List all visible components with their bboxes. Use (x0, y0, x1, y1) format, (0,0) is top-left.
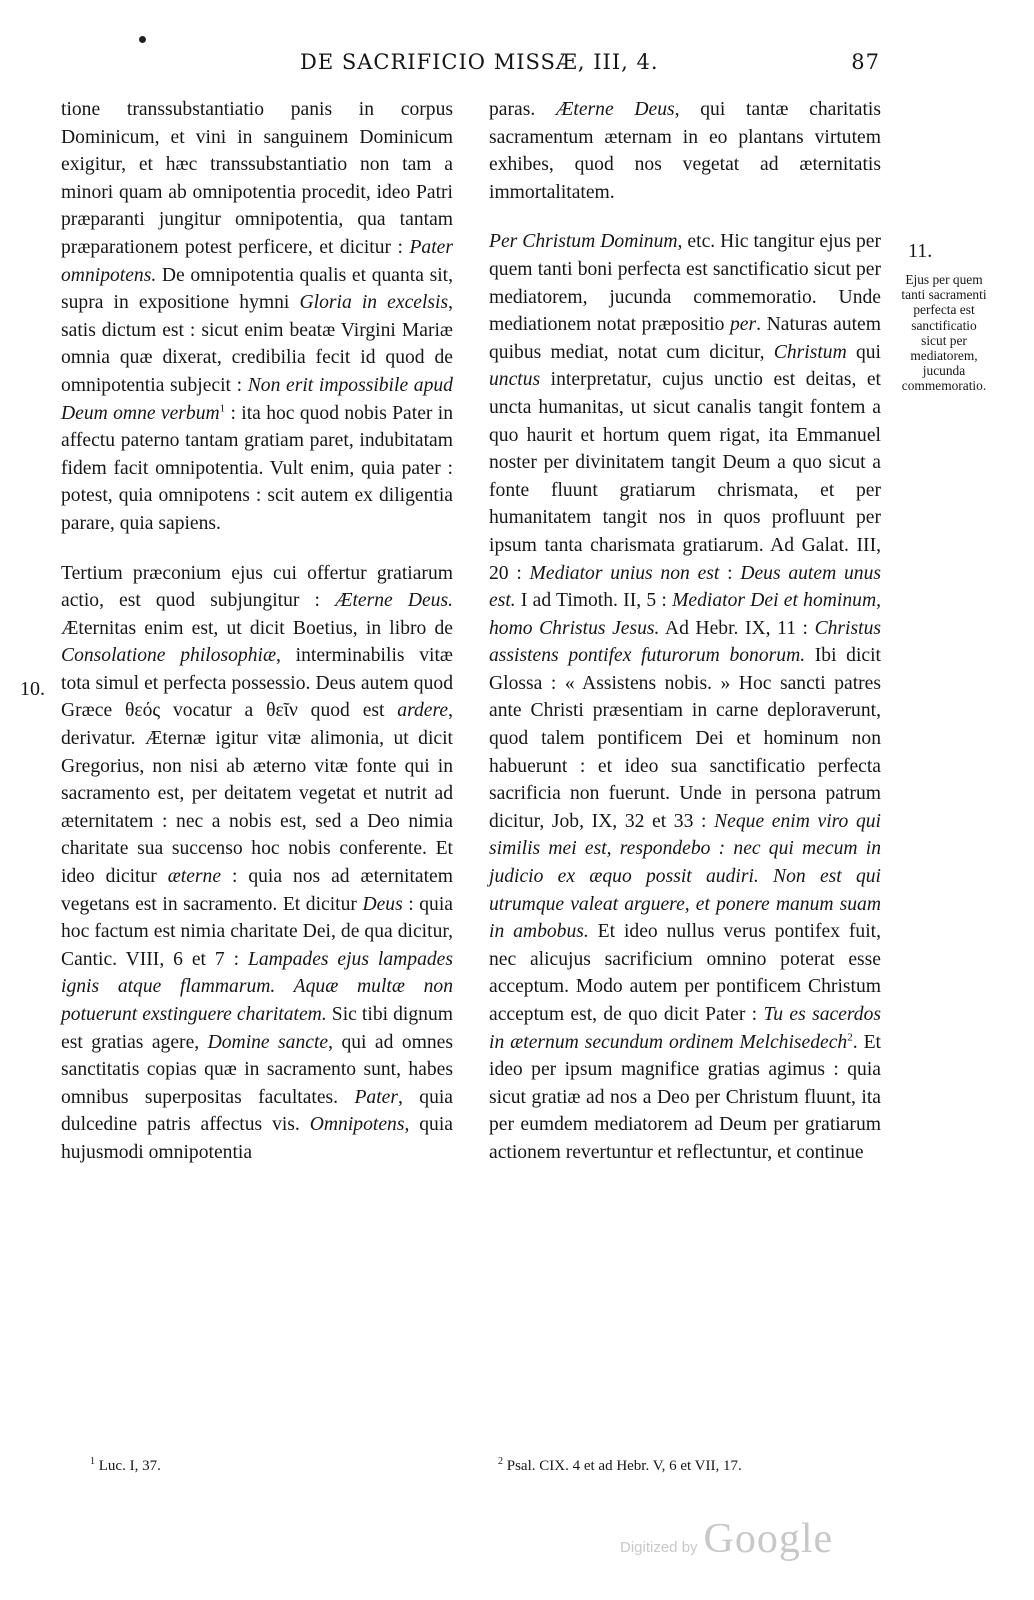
ink-speck (139, 36, 146, 43)
right-column (489, 96, 881, 1167)
paragraph: Per Christum Dominum, etc. Hic tangitur ejus per quem tanti boni perfecta est sanctificatio sicut per mediatorem, jucunda commemoratio. Unde mediationem notat præpositio per. Naturas autem quibus mediat, notat cum dicitur, Christum qui unctus interpretatur, cujus unctio est deitas, et uncta humanitas, ut sicut canalis tangit fontem a quo haurit et hortum quem rigat, ita Emmanuel noster per divinitatem tangit Deum a quo sicut a fonte fluunt gratiarum chrismata, et per humanitatem tangit nos in quos profluunt per ipsum tanta charismata gratiarum. Ad Galat. III, 20 : Mediator unius non est : Deus autem unus est. I ad Timoth. II, 5 : Mediator Dei et hominum, homo Christus Jesus. Ad Hebr. IX, 11 : Christus assistens pontifex futurorum bonorum. Ibi dicit Glossa : « Assistens nobis. » Hoc sancti patres ante Christi præsentiam in carne deploraverunt, quod talem pontificem Dei et hominum non habuerunt : et ideo sua sanctificatio perfecta sacrificia non fuerunt. Unde in persona patrum dicitur, Job, IX, 32 et 33 : Neque enim viro qui similis mei est, respondebo : nec qui mecum in judicio ex æquo possit audiri. Non est qui utrumque valeat arguere, et ponere manum suam in ambobus. Et ideo nullus verus pontifex fuit, nec alicujus sacrificium omnino poterat esse acceptum. Modo autem per pontificem Christum acceptum est, de quo dicit Pater : Tu es sacerdos in æternum secundum ordinem Melchisedech$^2$. Et ideo per ipsum magnifice gratias agimus : quia sicut gratiæ ad nos a Deo per Christum fluunt, ita per eumdem mediatorem ad Deum per gratiarum actionem revertuntur et reflectuntur, et continue (489, 231, 882, 1163)
margin-note: Ejus per quem tanti sacramenti perfecta est sanctificatio sicut per mediatorem, jucunda commemoratio. (901, 272, 987, 394)
page-title: DE SACRIFICIO MISSÆ, III, 4. (300, 50, 659, 74)
paragraph: tione transsubstantiatio panis in corpus Dominicum, et vini in sanguinem Dominicum exigitur, et hæc transsubstantiatio non tam a minori quam ab omnipotentia procedit, ideo Patri præparanti jungitur omnipotentia, qua tantam præparationem potest perficere, et dicitur : Pater omnipotens. De omnipotentia qualis et quanta sit, supra in expositione hymni Gloria in excelsis, satis dictum est : sicut enim beatæ Virgini Mariæ omnia quæ dixerat, credibilia fecit id quod de omnipotentia subjecit : Non erit impossibile apud Deum omne verbum$^1$ : ita hoc quod nobis Pater in affectu paterno tantam gratiam paret, indubitatam fidem facit omnipotentia. Vult enim, quia pater : potest, quia omnipotens : scit autem ex diligentia parare, quia sapiens. (61, 99, 454, 534)
digitized-watermark (620, 1515, 833, 1563)
page-number: 87 (851, 50, 880, 74)
footnote-ref: 2 (847, 1031, 853, 1044)
paragraph: paras. Æterne Deus, qui tantæ charitatis sacramentum æternam in eo plantans virtutem exhibes, quod nos vegetat ad æternitatis immortalitatem. (489, 99, 881, 203)
section-number-10: 10. (20, 678, 45, 700)
watermark-prefix: Digitized by (620, 1539, 698, 1556)
paragraph: Tertium præconium ejus cui offertur gratiarum actio, est quod subjungitur : Æterne Deus. Æternitas enim est, ut dicit Boetius, in libro de Consolatione philosophiæ, interminabilis vitæ tota simul et perfecta possessio. Deus autem quod Græce θεός vocatur a θεῖν quod est ardere, derivatur. Æternæ igitur vitæ alimonia, ut dicit Gregorius, non nisi ab æterno vitæ fonte qui in sacramento est, per deitatem vegetat et nutrit ad æternitatem : nec a nobis est, sed a Deo nimia charitate sua succenso hoc nobis conferente. Et ideo dicitur æterne : quia nos ad æternitatem vegetans est in sacramento. Et dicitur Deus : quia hoc factum est nimia charitate Dei, de qua dicitur, Cantic. VIII, 6 et 7 : Lampades ejus lampades ignis atque flammarum. Aquæ multæ non potuerunt exstinguere charitatem. Sic tibi dignum est gratias agere, Domine sancte, qui ad omnes sanctitatis copias quæ in sacramento sunt, habes omnibus superpositas facultates. Pater, quia dulcedine patris affectus vis. Omnipotens, quia hujusmodi omnipotentia (61, 562, 454, 1163)
section-number-11: 11. (908, 240, 933, 262)
footnote-2: $^2$ Psal. CIX. 4 et ad Hebr. V, 6 et VII, 17. (498, 1456, 742, 1474)
google-logo: Google (703, 1516, 834, 1562)
footnote-1: $^1$ Luc. I, 37. (90, 1456, 161, 1474)
footnote-ref: 1 (219, 402, 226, 414)
left-column (61, 96, 453, 1167)
